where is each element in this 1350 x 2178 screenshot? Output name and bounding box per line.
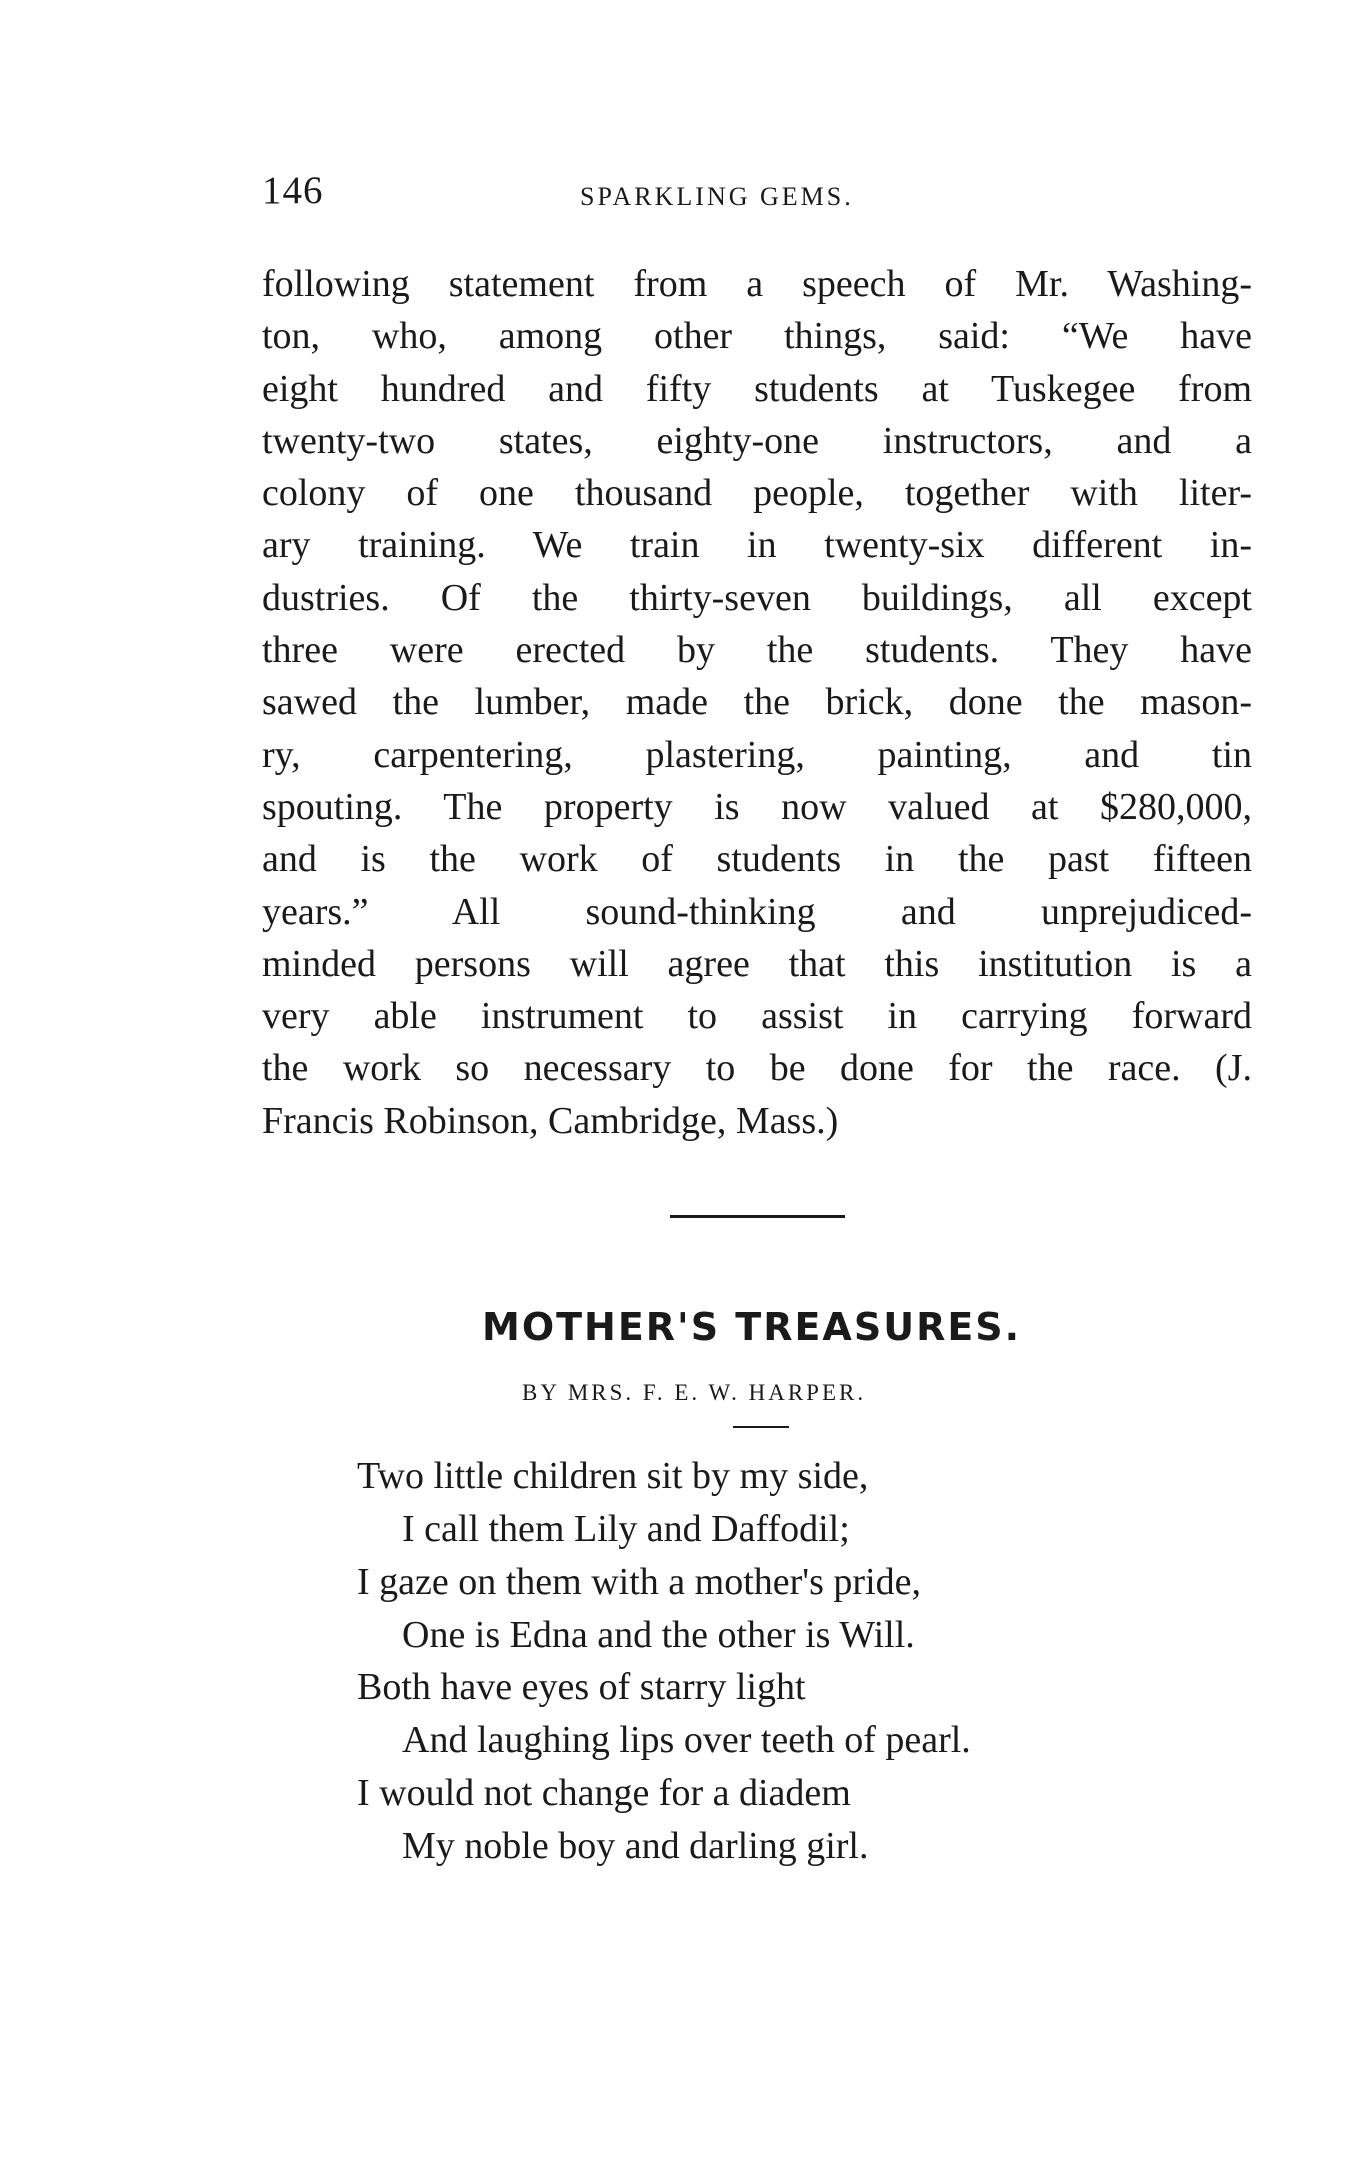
- text-line: eight hundred and fifty students at Tuskegee from: [262, 367, 1252, 410]
- poem-byline: BY MRS. F. E. W. HARPER.: [522, 1380, 867, 1405]
- poem-stanza: [357, 1450, 921, 1662]
- poem-line: One is Edna and the other is Will.: [402, 1614, 915, 1656]
- poem-line: Both have eyes of starry light: [357, 1666, 806, 1708]
- text-line: spouting. The property is now valued at $280,000,: [262, 785, 1252, 828]
- text-line: Francis Robinson, Cambridge, Mass.): [262, 1099, 839, 1142]
- byline-divider: [733, 1426, 789, 1428]
- article-text: [262, 258, 1252, 1147]
- text-line: following statement from a speech of Mr. Washing-: [262, 263, 1252, 305]
- text-line: ry, carpentering, plastering, painting, and tin: [262, 733, 1252, 776]
- poem-line: My noble boy and darling girl.: [402, 1825, 869, 1867]
- text-line: very able instrument to assist in carrying forward: [262, 995, 1252, 1038]
- text-line: the work so necessary to be done for the race. (J.: [262, 1047, 1252, 1090]
- text-line: ary training. We train in twenty-six different in-: [262, 524, 1252, 567]
- poem-line: I call them Lily and Daffodil;: [402, 1508, 850, 1550]
- text-line: twenty-two states, eighty-one instructors, and a: [262, 419, 1252, 462]
- text-line: years.” All sound-thinking and unprejudiced-: [262, 890, 1252, 933]
- text-line: three were erected by the students. They have: [262, 629, 1252, 672]
- text-line: sawed the lumber, made the brick, done the mason-: [262, 681, 1252, 724]
- poem-stanza: [357, 1661, 971, 1873]
- text-line: dustries. Of the thirty-seven buildings, all except: [262, 576, 1252, 619]
- text-line: minded persons will agree that this institution is a: [262, 942, 1252, 985]
- text-line: and is the work of students in the past fifteen: [262, 838, 1252, 881]
- poem-line: And laughing lips over teeth of pearl.: [402, 1719, 971, 1761]
- running-head: SPARKLING GEMS.: [580, 182, 854, 211]
- poem-title: MOTHER'S TREASURES.: [482, 1305, 1022, 1349]
- poem-line: I would not change for a diadem: [357, 1772, 851, 1814]
- section-divider: [670, 1215, 845, 1218]
- poem-line: Two little children sit by my side,: [357, 1455, 869, 1497]
- poem-line: I gaze on them with a mother's pride,: [357, 1561, 922, 1603]
- text-line: ton, who, among other things, said: “We have: [262, 315, 1252, 358]
- page-number: 146: [262, 169, 324, 212]
- text-line: colony of one thousand people, together with liter-: [262, 472, 1252, 515]
